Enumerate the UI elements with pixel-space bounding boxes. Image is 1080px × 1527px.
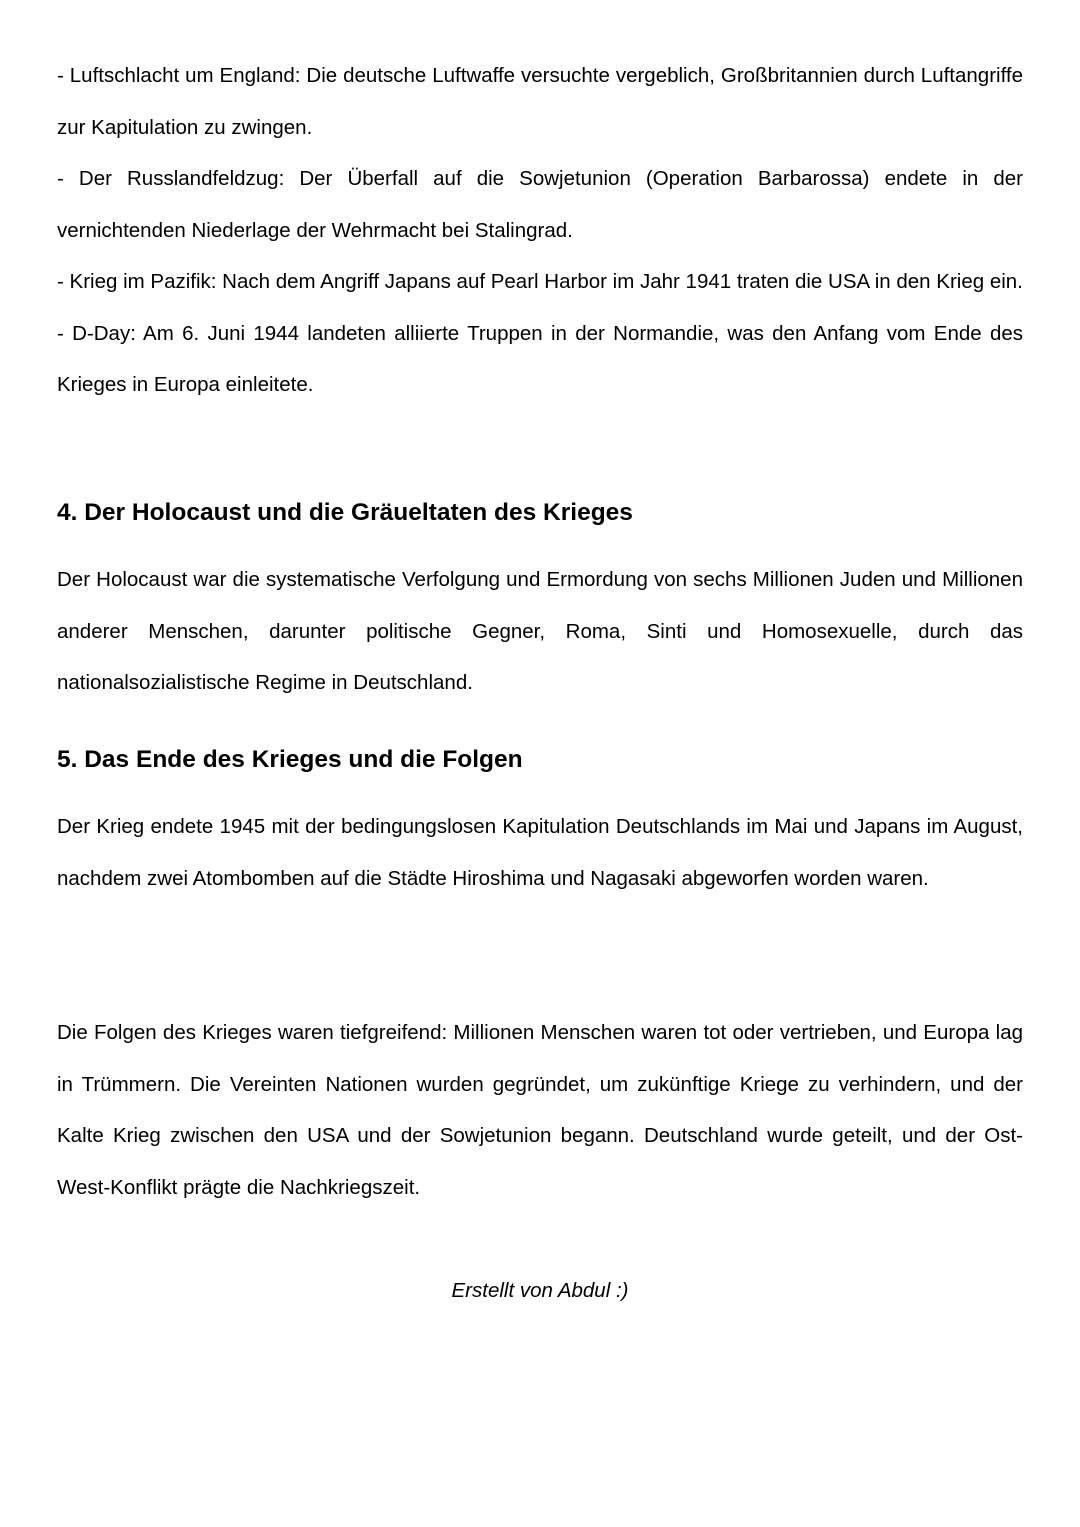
bullet-battle-of-britain: - Luftschlacht um England: Die deutsche Luftwaffe versuchte vergeblich, Großbritannien durch Luftangriffe zur Kapitulation zu zwingen. — [57, 64, 1023, 139]
section-4-paragraph: Der Holocaust war die systematische Verfolgung und Ermordung von sechs Millionen Juden und Millionen anderer Menschen, darunter politische Gegner, Roma, Sinti und Homosexuelle, durch das nationalsozialistische Regime in Deutschland. — [57, 568, 1023, 694]
section-5-body-1 — [57, 801, 1023, 904]
section-5-paragraph-2: Die Folgen des Krieges waren tiefgreifend: Millionen Menschen waren tot oder vertrieben, und Europa lag in Trümmern. Die Vereinten Nationen wurden gegründet, um zukünftige Kriege zu verhindern, und der Kalte Krieg zwischen den USA und der Sowjetunion begann. Deutschland wurde geteilt, und der Ost-West-Konflikt prägte die Nachkriegszeit. — [57, 1021, 1023, 1199]
bullet-russia-campaign: - Der Russlandfeldzug: Der Überfall auf die Sowjetunion (Operation Barbarossa) endete in der vernichtenden Niederlage der Wehrmacht bei Stalingrad. — [57, 167, 1023, 242]
bullet-d-day: - D-Day: Am 6. Juni 1944 landeten alliierte Truppen in der Normandie, was den Anfang vom Ende des Krieges in Europa einleitete. — [57, 321, 1023, 396]
section-5-heading: 5. Das Ende des Krieges und die Folgen — [57, 746, 523, 773]
section-5-body-2 — [57, 1007, 1023, 1213]
section-4-body — [57, 554, 1023, 709]
section-5-paragraph-1: Der Krieg endete 1945 mit der bedingungslosen Kapitulation Deutschlands im Mai und Japans im August, nachdem zwei Atombomben auf die Städte Hiroshima und Nagasaki abgeworfen worden waren. — [57, 815, 1023, 890]
author-signature: Erstellt von Abdul :) — [451, 1279, 629, 1302]
bullet-pacific-war: - Krieg im Pazifik: Nach dem Angriff Japans auf Pearl Harbor im Jahr 1941 traten die USA in den Krieg ein. — [57, 270, 1023, 293]
section-4-heading: 4. Der Holocaust und die Gräueltaten des Krieges — [57, 499, 633, 526]
campaign-bullet-list — [57, 50, 1023, 411]
